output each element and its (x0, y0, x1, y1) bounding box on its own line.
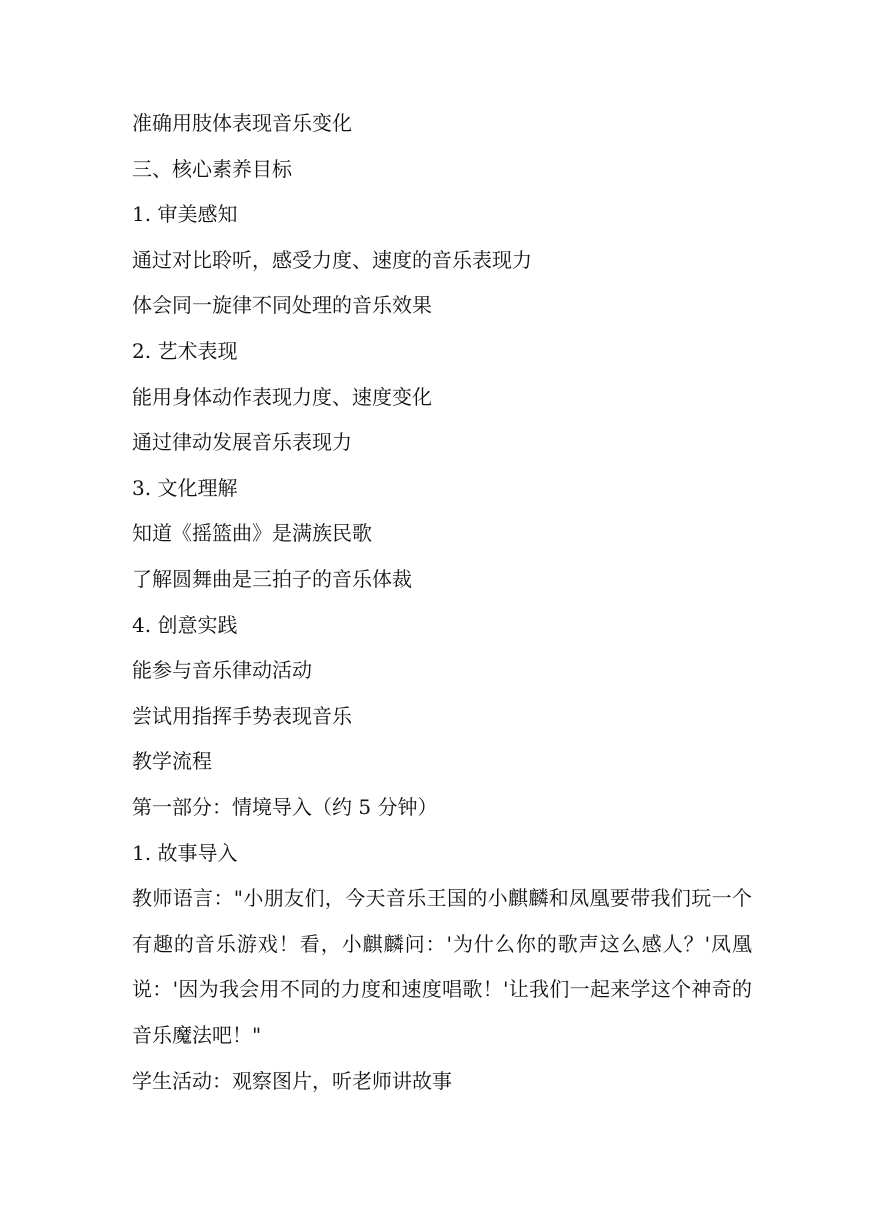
text-line: 知道《摇篮曲》是满族民歌 (132, 521, 372, 546)
subsection-heading: 4. 创意实践 (132, 612, 238, 637)
subsection-heading: 1. 故事导入 (132, 840, 238, 865)
section-heading: 三、核心素养目标 (132, 156, 292, 181)
teacher-speech-paragraph: 教师语言："小朋友们，今天音乐王国的小麒麟和凤凰要带我们玩一个有趣的音乐游戏！看，小麒麟问：'为什么你的歌声这么感人？'凤凰说：'因为我会用不同的力度和速度唱歌！'让我们一起来学这个神奇的音乐魔法吧！" (132, 886, 752, 1047)
section-heading: 教学流程 (132, 749, 212, 774)
text-line: 通过律动发展音乐表现力 (132, 430, 352, 455)
text-line: 能参与音乐律动活动 (132, 658, 312, 683)
text-line: 了解圆舞曲是三拍子的音乐体裁 (132, 566, 412, 591)
student-activity-line: 学生活动：观察图片，听老师讲故事 (132, 1069, 452, 1094)
subsection-heading: 2. 艺术表现 (132, 338, 238, 363)
text-line: 准确用肢体表现音乐变化 (132, 111, 352, 135)
text-line: 体会同一旋律不同处理的音乐效果 (132, 293, 432, 318)
text-line: 尝试用指挥手势表现音乐 (132, 703, 352, 728)
subsection-heading: 1. 审美感知 (132, 202, 238, 227)
document-body (132, 110, 752, 1114)
text-line: 通过对比聆听，感受力度、速度的音乐表现力 (132, 247, 532, 272)
part-heading: 第一部分：情境导入（约 5 分钟） (132, 794, 438, 819)
text-line: 能用身体动作表现力度、速度变化 (132, 384, 432, 409)
subsection-heading: 3. 文化理解 (132, 475, 238, 500)
